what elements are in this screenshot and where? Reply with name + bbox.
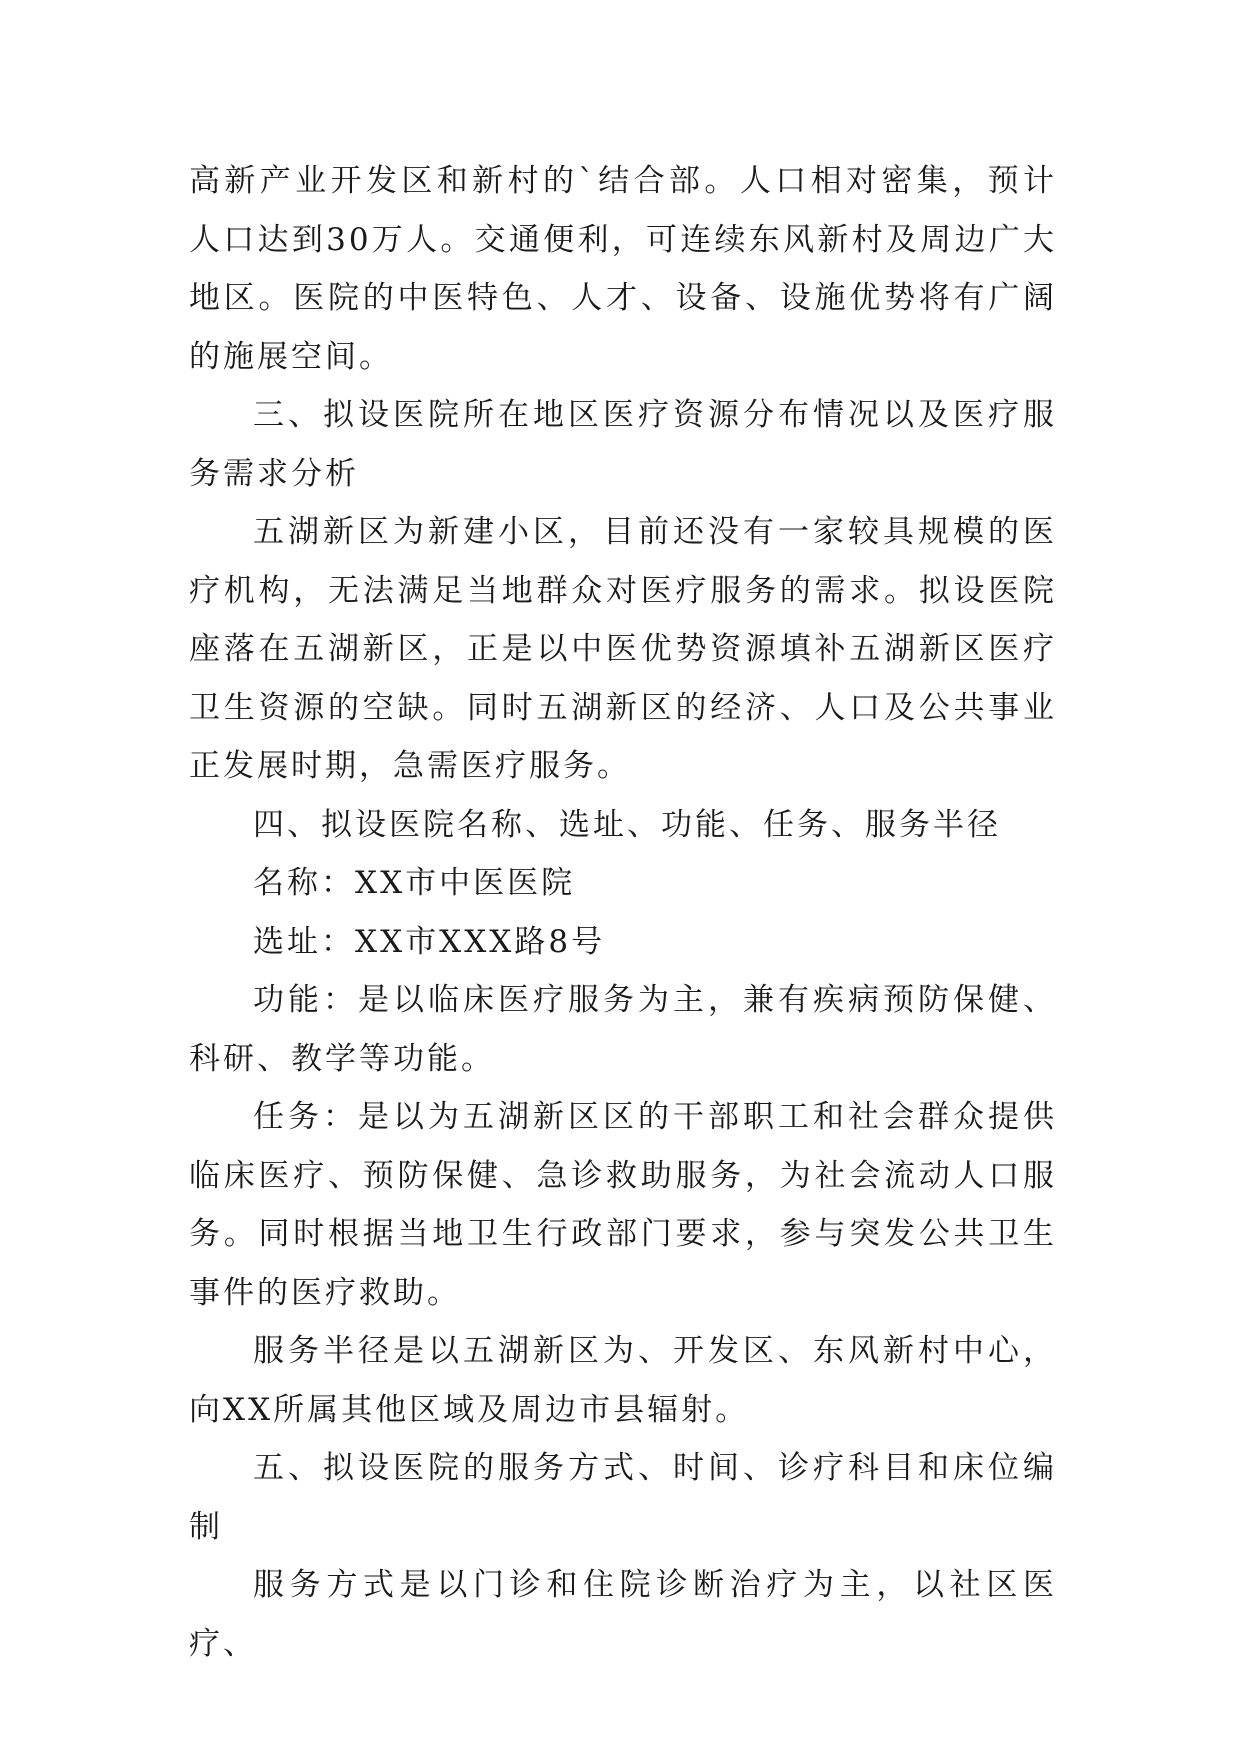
paragraph-function: 功能：是以临床医疗服务为主，兼有疾病预防保健、科研、教学等功能。: [189, 982, 1057, 1077]
paragraph: 五湖新区为新建小区，目前还没有一家较具规模的医疗机构，无法满足当地群众对医疗服务的需求。拟设医院座落在五湖新区，正是以中医优势资源填补五湖新区医疗卫生资源的空缺。同时五湖新区的经济、人口及公共事业正发展时期，急需医疗服务。: [189, 514, 1057, 784]
paragraph: 高新产业开发区和新村的`结合部。人口相对密集，预计人口达到30万人。交通便利，可连续东风新村及周边广大地区。医院的中医特色、人才、设备、设施优势将有广阔的施展空间。: [189, 163, 1057, 375]
section-heading: 五、拟设医院的服务方式、时间、诊疗科目和床位编制: [189, 1450, 1057, 1545]
document-body: [189, 152, 1057, 1673]
section-heading: 四、拟设医院名称、选址、功能、任务、服务半径: [253, 806, 1001, 843]
paragraph-service-radius: 服务半径是以五湖新区为、开发区、东风新村中心，向XX所属其他区域及周边市县辐射。: [189, 1333, 1057, 1428]
paragraph-task: 任务：是以为五湖新区区的干部职工和社会群众提供临床医疗、预防保健、急诊救助服务，为社会流动人口服务。同时根据当地卫生行政部门要求，参与突发公共卫生事件的医疗救助。: [189, 1099, 1057, 1311]
paragraph-name: 名称：XX市中医医院: [253, 865, 576, 901]
paragraph-service-mode: 服务方式是以门诊和住院诊断治疗为主，以社区医疗、: [189, 1567, 1057, 1662]
paragraph-address: 选址：XX市XXX路8号: [253, 923, 606, 960]
section-heading: 三、拟设医院所在地区医疗资源分布情况以及医疗服务需求分析: [189, 397, 1057, 492]
